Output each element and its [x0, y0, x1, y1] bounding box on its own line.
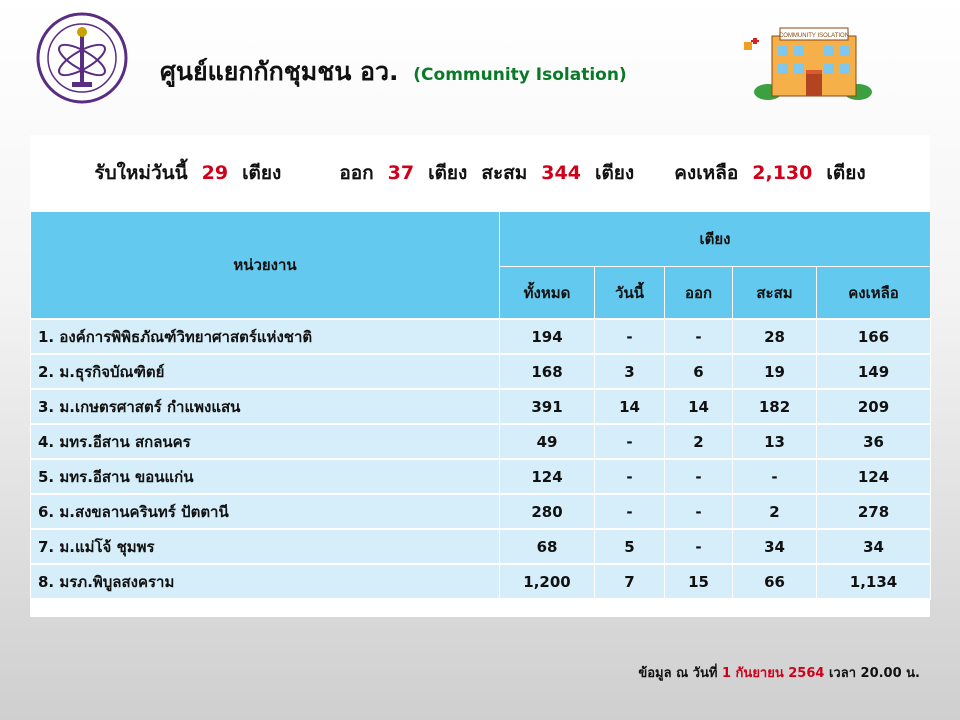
timestamp-time: เวลา 20.00 น.: [828, 666, 920, 681]
bed-table: [30, 211, 931, 600]
cell-remaining: 36: [817, 424, 931, 459]
header-beds: เตียง: [500, 212, 931, 267]
cell-remaining: 1,134: [817, 564, 931, 599]
data-timestamp: [638, 662, 920, 683]
cell-cumulative: 66: [733, 564, 817, 599]
cell-out: -: [665, 459, 733, 494]
title-english: (Community Isolation): [413, 65, 627, 85]
cell-total: 49: [500, 424, 595, 459]
out-value: 37: [387, 162, 415, 184]
cell-total: 280: [500, 494, 595, 529]
cell-today: 3: [595, 354, 665, 389]
title-thai: ศูนย์แยกกักชุมชน อว.: [160, 57, 399, 86]
out-label: ออก: [339, 162, 374, 184]
header-out: ออก: [665, 267, 733, 320]
cell-today: -: [595, 424, 665, 459]
cell-cumulative: 2: [733, 494, 817, 529]
total-label: สะสม: [481, 162, 528, 184]
cell-remaining: 124: [817, 459, 931, 494]
cell-cumulative: 34: [733, 529, 817, 564]
header-cumulative: สะสม: [733, 267, 817, 320]
community-building-icon: [744, 22, 880, 100]
remaining-value: 2,130: [752, 162, 813, 184]
cell-today: 7: [595, 564, 665, 599]
cell-cumulative: 19: [733, 354, 817, 389]
new-label: รับใหม่วันนี้: [94, 162, 188, 184]
cell-total: 124: [500, 459, 595, 494]
cell-cumulative: -: [733, 459, 817, 494]
row-name: 3. ม.เกษตรศาสตร์ กำแพงแสน: [31, 389, 500, 424]
cell-out: 14: [665, 389, 733, 424]
cell-remaining: 209: [817, 389, 931, 424]
row-name: 8. มรภ.พิบูลสงคราม: [31, 564, 500, 599]
cell-today: -: [595, 319, 665, 354]
table-row: [31, 389, 931, 424]
table-row: [31, 319, 931, 354]
cell-total: 391: [500, 389, 595, 424]
cell-out: -: [665, 319, 733, 354]
total-value: 344: [541, 162, 581, 184]
header-unit: หน่วยงาน: [31, 212, 500, 320]
header-remaining: คงเหลือ: [817, 267, 931, 320]
timestamp-prefix: ข้อมูล ณ วันที่: [638, 666, 718, 681]
row-name: 2. ม.ธุรกิจบัณฑิตย์: [31, 354, 500, 389]
cell-remaining: 166: [817, 319, 931, 354]
cell-cumulative: 28: [733, 319, 817, 354]
building-sign: COMMUNITY ISOLATION: [778, 33, 850, 39]
header-total: ทั้งหมด: [500, 267, 595, 320]
cell-remaining: 34: [817, 529, 931, 564]
remaining-unit: เตียง: [826, 162, 866, 184]
cell-total: 194: [500, 319, 595, 354]
total-unit: เตียง: [594, 162, 635, 184]
cell-out: -: [665, 529, 733, 564]
row-name: 5. มทร.อีสาน ขอนแก่น: [31, 459, 500, 494]
row-name: 7. ม.แม่โจ้ ชุมพร: [31, 529, 500, 564]
cell-total: 1,200: [500, 564, 595, 599]
header-today: วันนี้: [595, 267, 665, 320]
table-row: [31, 424, 931, 459]
table-row: [31, 564, 931, 599]
cell-out: -: [665, 494, 733, 529]
cell-today: 14: [595, 389, 665, 424]
table-row: [31, 459, 931, 494]
cell-remaining: 278: [817, 494, 931, 529]
ministry-logo-icon: [36, 12, 128, 104]
remaining-label: คงเหลือ: [674, 162, 739, 184]
row-name: 1. องค์การพิพิธภัณฑ์วิทยาศาสตร์แห่งชาติ: [31, 319, 500, 354]
cell-today: -: [595, 494, 665, 529]
row-name: 4. มทร.อีสาน สกลนคร: [31, 424, 500, 459]
cell-out: 15: [665, 564, 733, 599]
cell-out: 2: [665, 424, 733, 459]
new-value: 29: [201, 162, 229, 184]
cell-total: 68: [500, 529, 595, 564]
cell-today: 5: [595, 529, 665, 564]
table-row: [31, 354, 931, 389]
page-title: [160, 52, 627, 92]
report-panel: [30, 135, 930, 617]
new-unit: เตียง: [242, 162, 282, 184]
cell-out: 6: [665, 354, 733, 389]
cell-today: -: [595, 459, 665, 494]
timestamp-date: 1 กันยายน 2564: [721, 666, 825, 681]
table-row: [31, 494, 931, 529]
daily-summary: [30, 135, 930, 211]
cell-remaining: 149: [817, 354, 931, 389]
cell-cumulative: 13: [733, 424, 817, 459]
table-row: [31, 529, 931, 564]
cell-cumulative: 182: [733, 389, 817, 424]
row-name: 6. ม.สงขลานครินทร์ ปัตตานี: [31, 494, 500, 529]
cell-total: 168: [500, 354, 595, 389]
out-unit: เตียง: [428, 162, 468, 184]
